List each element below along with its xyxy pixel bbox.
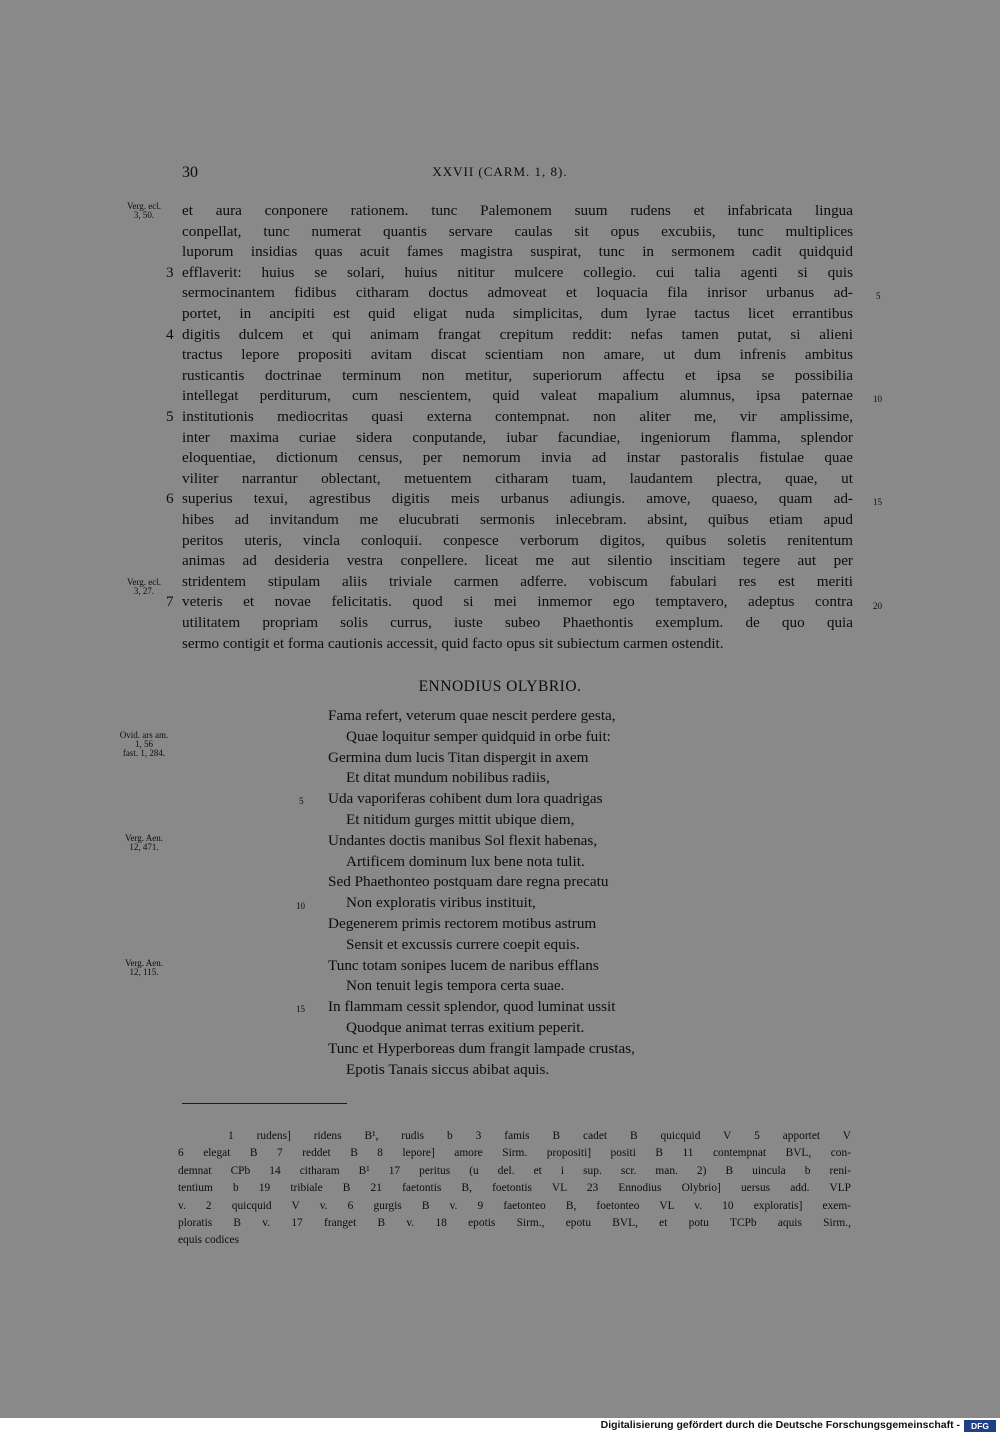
prose-line: digitis dulcem et qui animam frangat crepitum reddit: nefas tamen putat, si alieni (182, 325, 853, 343)
poem-verse: Tunc totam sonipes lucem de naribus efflans (328, 956, 599, 974)
prose-line: tractus lepore propositi avitam discat scientiam non amare, ut dum infrenis ambitus (182, 346, 853, 364)
poem-verse: Et ditat mundum nobilibus radiis, (346, 769, 550, 787)
prose-line: et aura conponere rationem. tunc Palemonem suum rudens et infabricata lingua (182, 202, 853, 219)
prose-line: eloquentiae, dictionum census, per nemorum invia ad instar pastoralis fistulae quae (182, 449, 853, 467)
section-number: 4 (166, 325, 174, 343)
footer-credit: Digitalisierung gefördert durch die Deutsche Forschungsgemeinschaft - (600, 1419, 960, 1431)
poem-verse: Degenerem primis rectorem motibus astrum (328, 915, 597, 932)
verse-number: 15 (296, 1004, 305, 1014)
prose-line: animas ad desideria vestra conpellere. liceat me aut silentio inscitiam tegere aut per (182, 552, 853, 570)
poem-verse: Quae loquitur semper quidquid in orbe fuit: (346, 727, 611, 745)
prose-line: sermo contigit et forma cautionis accessit, quid facto opus sit subiectum carmen ostendit. (182, 634, 724, 652)
section-number: 3 (166, 263, 174, 281)
side-reference: Ovid. ars am. 1, 56 fast. 1, 284. (119, 730, 169, 758)
side-reference: Verg. Aen. 12, 115. (124, 958, 164, 977)
apparatus-line: demnat CPb 14 citharam B¹ 17 peritus (u del. et i sup. scr. man. 2) B uincula b reni- (178, 1164, 851, 1177)
poem-title: ENNODIUS OLYBRIO. (418, 678, 582, 695)
poem-verse: Germina dum lucis Titan dispergit in axem (328, 748, 589, 766)
side-reference: Verg. ecl. 3, 27. (126, 577, 162, 596)
prose-line: hibes ad invitandum me elucubrati sermonis inlecebram. absint, quibus etiam apud (182, 511, 853, 528)
poem-verse: Et nitidum gurges mittit ubique diem, (346, 811, 575, 828)
poem-verse: Artificem dominum lux bene nota tulit. (346, 852, 585, 870)
prose-line: viliter narrantur oblectant, metuentem citharam tuam, laudantem plectra, quae, ut (182, 469, 853, 487)
poem-verse: Undantes doctis manibus Sol flexit habenas, (328, 831, 598, 849)
poem-verse: Tunc et Hyperboreas dum frangit lampade crustas, (328, 1039, 635, 1057)
prose-line: conpellat, tunc numerat quantis servare caulas sit opus excubiis, tunc multiplices (182, 222, 853, 240)
prose-line: intellegat perditurum, cum nescientem, quid valeat mapalium alumnus, ipsa paternae (182, 387, 853, 405)
apparatus-line: v. 2 quicquid V v. 6 gurgis B v. 9 faetonteo B, foetonteo VL v. 10 exploratis] exem- (178, 1199, 851, 1212)
verse-number: 5 (299, 796, 304, 806)
poem-verse: Non exploratis viribus instituit, (346, 894, 536, 912)
prose-line: utilitatem propriam solis currus, iuste subeo Phaethontis exemplum. de quo quia (182, 614, 853, 631)
line-number: 15 (873, 497, 882, 507)
section-number: 7 (166, 593, 174, 611)
footnote-rule (182, 1103, 347, 1104)
prose-line: stridentem stipulam aliis triviale carmen adferre. vobiscum fabulari res est meriti (182, 572, 853, 590)
poem-verse: Epotis Tanais siccus abibat aquis. (346, 1060, 550, 1078)
prose-line: efflaverit: huius se solari, huius nititur mulcere collegio. cui talia agenti si quis (182, 263, 853, 281)
poem-verse: Sed Phaethonteo postquam dare regna precatu (328, 873, 609, 891)
poem-verse: Fama refert, veterum quae nescit perdere gesta, (328, 707, 616, 724)
line-number: 10 (873, 394, 882, 404)
poem-verse: In flammam cessit splendor, quod luminat ussit (328, 998, 616, 1016)
prose-line: peritos uteris, vincla conloquii. conpesce verborum digitos, quibus soletis renitentum (182, 531, 853, 549)
running-head: XXVII (CARM. 1, 8). (432, 164, 568, 179)
prose-line: rusticantis doctrinae terminum non metitur, superiorum affectu et ipsa se possibilia (182, 366, 853, 384)
side-reference: Verg. Aen. 12, 471. (124, 833, 164, 852)
apparatus-line: 6 elegat B 7 reddet B 8 lepore] amore Sirm. propositi] positi B 11 contempnat BVL, con- (178, 1147, 851, 1160)
poem-verse: Sensit et excussis currere coepit equis. (346, 935, 580, 953)
side-reference: Verg. ecl. 3, 50. (126, 201, 162, 220)
line-number: 5 (876, 291, 881, 301)
dfg-logo: DFG (964, 1420, 996, 1432)
apparatus-line: equis codices (178, 1234, 240, 1247)
prose-line: portet, in ancipiti est quid eligat nuda simplicitas, dum lyrae tactus licet errantibus (182, 305, 853, 322)
prose-line: inter maxima curiae sidera conputande, iubar facundiae, ingeniorum flamma, splendor (182, 428, 853, 446)
prose-line: institutionis mediocritas quasi externa contempnat. non aliter me, vir amplissime, (182, 408, 853, 425)
digitization-footer (0, 1418, 1000, 1434)
poem-verse: Quodque animat terras exitium peperit. (346, 1019, 585, 1036)
prose-line: luporum insidias quas acuit fames magistra suspirat, tunc in sermonem cadit quidquid (182, 243, 853, 261)
verse-number: 10 (296, 901, 305, 911)
prose-line: superius texui, agrestibus digitis meis urbanus adiungis. amove, quaeso, quam ad- (182, 490, 853, 508)
section-number: 5 (166, 408, 174, 425)
apparatus-line: tentium b 19 tribiale B 21 faetontis B, foetontis VL 23 Ennodius Olybrio] uersus add. VLP (178, 1182, 851, 1195)
section-number: 6 (166, 490, 174, 508)
page-number: 30 (182, 164, 198, 181)
apparatus-line: ploratis B v. 17 franget B v. 18 epotis Sirm., epotu BVL, et potu TCPb aquis Sirm., (178, 1217, 851, 1229)
poem-verse: Uda vaporiferas cohibent dum lora quadrigas (328, 790, 603, 808)
apparatus-line: 1 rudens] ridens B¹, rudis b 3 famis B cadet B quicquid V 5 apportet V (228, 1130, 851, 1142)
prose-line: sermocinantem fidibus citharam doctus admoveat et loquacia fila inrisor urbanus ad- (182, 284, 853, 302)
poem-verse: Non tenuit legis tempora certa suae. (346, 977, 565, 995)
line-number: 20 (873, 601, 882, 611)
prose-line: veteris et novae felicitatis. quod si mei inmemor ego temptavero, adeptus contra (182, 593, 853, 611)
